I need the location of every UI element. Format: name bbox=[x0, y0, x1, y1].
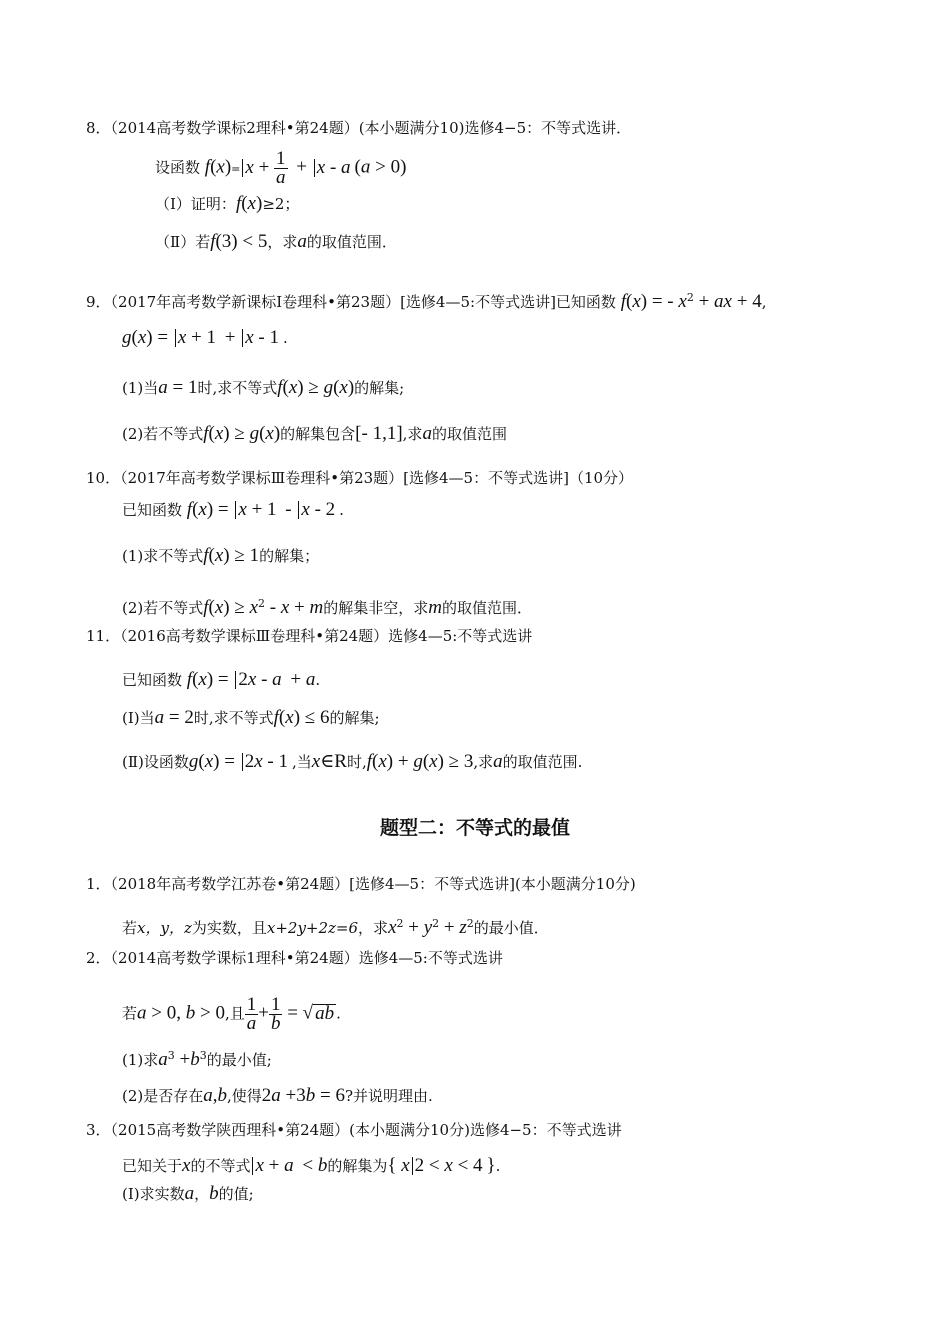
problem-8-function-def: 设函数 f(x)= x + $\frac{1}{a}$ + x - a (a > 0) bbox=[155, 148, 407, 188]
problem-10-part-1: (1)求不等式f(x) ≥ 1的解集； bbox=[122, 545, 320, 566]
problem-8-header: 8．（2014高考数学课标2理科•第24题）(本小题满分10)选修4−5：不等式选讲． bbox=[86, 119, 632, 137]
problem-10-given: 已知函数 f(x) = x + 1 - x - 2 . bbox=[122, 499, 344, 520]
problem-8-part-2: （Ⅱ）若f(3) < 5，求a的取值范围． bbox=[155, 231, 397, 252]
section2-problem-2-condition: 若a > 0, b > 0,且 $\frac{1}{a}$ + $\frac{1}{b}$ = √ ab . bbox=[122, 994, 341, 1034]
section2-problem-3-part-1: (Ⅰ)求实数a，b的值; bbox=[122, 1183, 254, 1204]
problem-11-given: 已知函数 f(x) = 2x - a + a. bbox=[122, 669, 321, 690]
problem-9-g-def: g(x) = x + 1 + x - 1 . bbox=[122, 327, 288, 348]
math-f-x: f bbox=[204, 156, 211, 178]
problem-9-part-1: (1)当a = 1时,求不等式f(x) ≥ g(x)的解集; bbox=[122, 377, 405, 398]
section2-problem-3-header: 3．（2015高考数学陕西理科•第24题）(本小题满分10分)选修4−5：不等式选讲 bbox=[86, 1121, 622, 1139]
problem-8-part-1: （Ⅰ）证明：f(x)≥2； bbox=[155, 193, 300, 214]
section2-problem-1-body: 若x，y，z为实数，且x+2y+2z=6，求$x^2 + y^2 + z^2$的最小值． bbox=[122, 917, 549, 938]
section2-problem-1-header: 1．（2018年高考数学江苏卷•第24题）[选修4—5：不等式选讲](本小题满分10分) bbox=[86, 875, 636, 893]
problem-11-part-2: (Ⅱ)设函数g(x) = 2x - 1 ,当x∈R时,f(x) + g(x) ≥ 3,求a的取值范围. bbox=[122, 751, 583, 772]
math-fraction: $\frac{1}{a}$ bbox=[276, 148, 286, 188]
section2-problem-3-given: 已知关于x的不等式 x + a < b的解集为{ x 2 < x < 4 }. bbox=[122, 1155, 501, 1176]
problem-11-header: 11．（2016高考数学课标Ⅲ卷理科•第24题）选修4—5:不等式选讲 bbox=[86, 627, 533, 645]
section2-problem-2-part-1: (1)求$a^3 +b^3$的最小值; bbox=[122, 1049, 272, 1070]
problem-10-header: 10．（2017年高考数学课标Ⅲ卷理科•第23题）[选修4—5：不等式选讲]（10分） bbox=[86, 469, 634, 487]
problem-11-part-1: (Ⅰ)当a = 2时,求不等式f(x) ≤ 6的解集; bbox=[122, 707, 380, 728]
problem-9-header: 9．（2017年高考数学新课标Ⅰ卷理科•第23题）[选修4—5:不等式选讲]已知函数 f(x) = - $x^2$ + ax + 4, bbox=[86, 291, 767, 312]
section2-problem-2-part-2: (2)是否存在a,b,使得2a +3b = 6?并说明理由. bbox=[122, 1085, 433, 1106]
section2-problem-2-header: 2．（2014高考数学课标1理科•第24题）选修4—5:不等式选讲 bbox=[86, 949, 503, 967]
section-heading: 题型二：不等式的最值 bbox=[379, 817, 570, 839]
problem-9-part-2: (2)若不等式f(x) ≥ g(x)的解集包含[- 1,1],求a的取值范围 bbox=[122, 423, 507, 444]
problem-10-part-2: (2)若不等式$f(x) \ge x^2 - x + m$的解集非空，求m的取值范围． bbox=[122, 597, 532, 618]
